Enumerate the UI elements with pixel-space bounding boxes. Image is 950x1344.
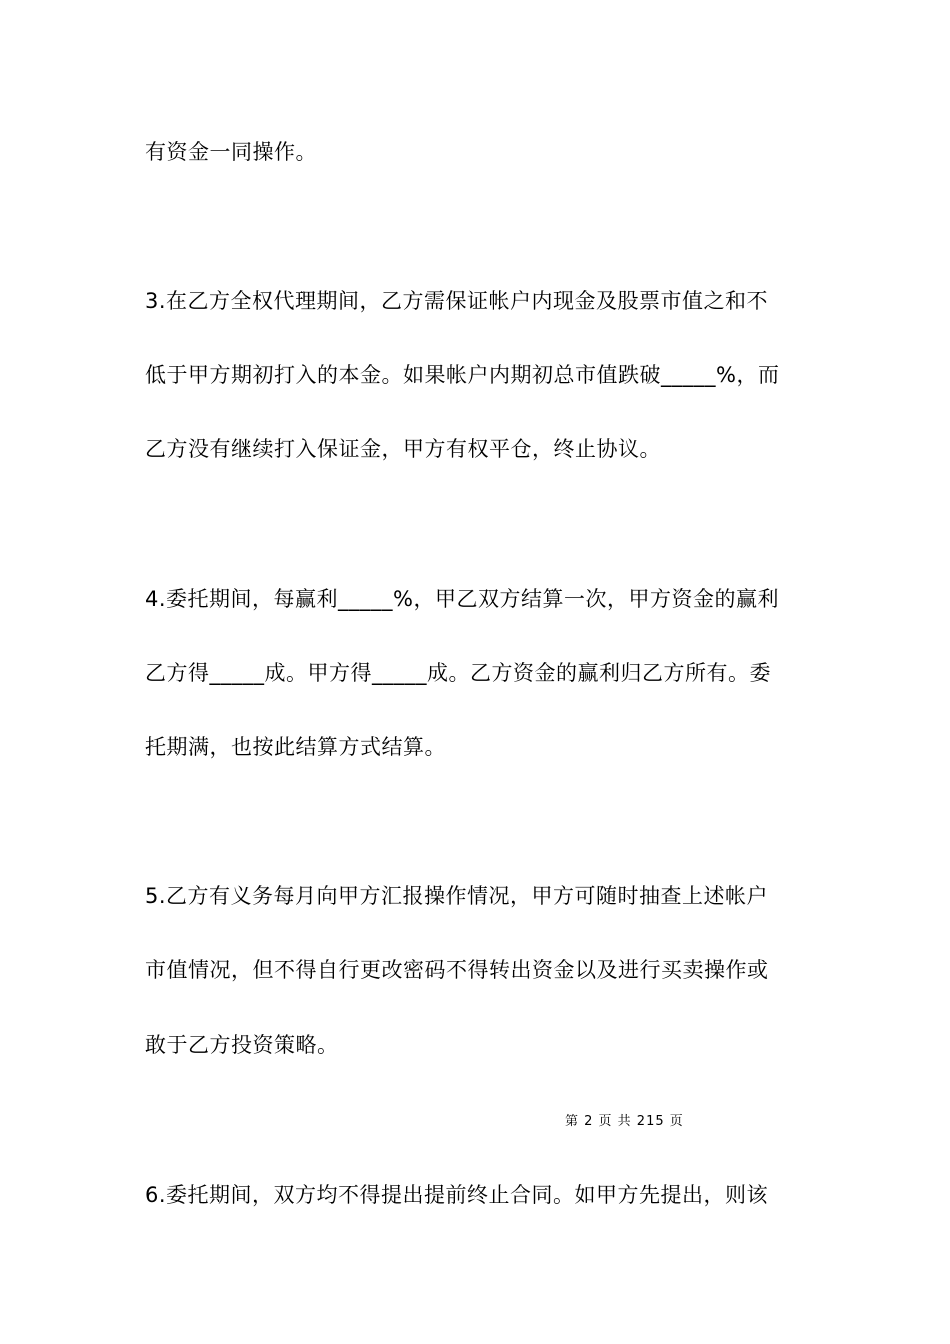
clause-5-line-1: 5.乙方有义务每月向甲方汇报操作情况，甲方可随时抽查上述帐户 [145, 884, 769, 908]
clause-4-line-3: 托期满，也按此结算方式结算。 [145, 735, 446, 759]
clause-5-line-3: 敢于乙方投资策略。 [145, 1033, 339, 1057]
clause-4-line-1: 4.委托期间，每赢利_____%，甲乙双方结算一次，甲方资金的赢利 [145, 587, 779, 611]
clause-6-line-1: 6.委托期间，双方均不得提出提前终止合同。如甲方先提出，则该 [145, 1183, 769, 1207]
paragraph-2-tail-line: 有资金一同操作。 [145, 140, 317, 164]
page-number-footer: 第 2 页 共 215 页 [565, 1114, 684, 1129]
clause-4-line-2: 乙方得_____成。甲方得_____成。乙方资金的赢利归乙方所有。委 [145, 661, 771, 685]
clause-3-line-1: 3.在乙方全权代理期间，乙方需保证帐户内现金及股票市值之和不 [145, 289, 769, 313]
clause-5-line-2: 市值情况，但不得自行更改密码不得转出资金以及进行买卖操作或 [145, 958, 769, 982]
clause-3-line-3: 乙方没有继续打入保证金，甲方有权平仓，终止协议。 [145, 437, 661, 461]
clause-3-line-2: 低于甲方期初打入的本金。如果帐户内期初总市值跌破_____%，而 [145, 363, 780, 387]
